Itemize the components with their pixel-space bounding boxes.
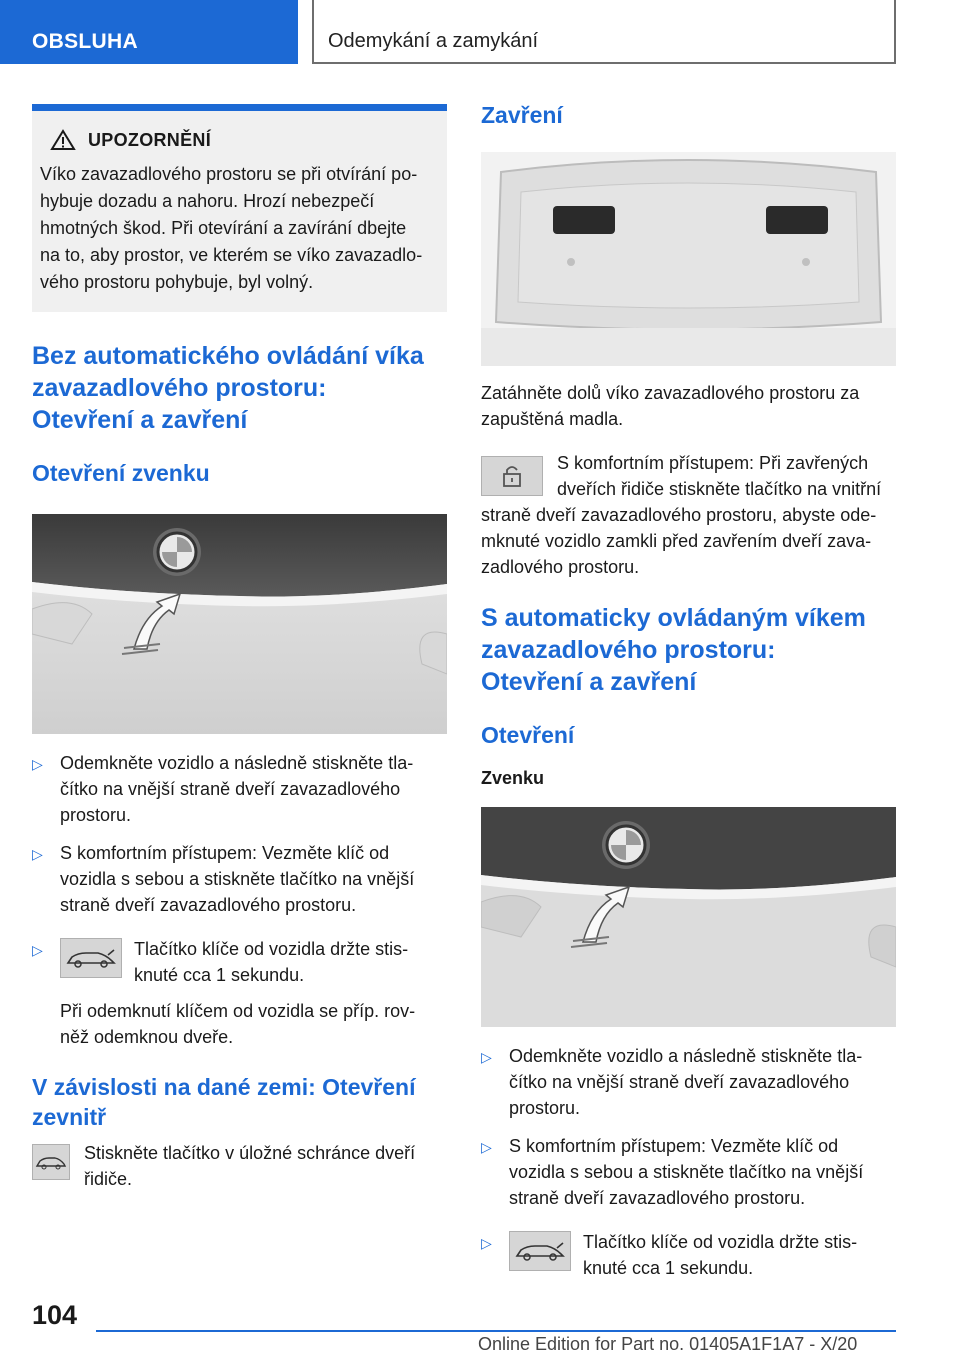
triangle-bullet-icon: ▷ [32, 846, 43, 862]
car-tailgate-key-icon [60, 938, 122, 978]
heading-open: Otevření [481, 722, 575, 748]
list-item: ▷ Odemkněte vozidlo a následně stiskněte tla- čítko na vnější straně dveří zavazadlového prostoru. [32, 750, 447, 828]
edition-text: Online Edition for Part no. 01405A1F1A7 - X/20 [478, 1334, 858, 1354]
tailgate-handles-photo [481, 152, 896, 366]
left-column [32, 104, 447, 1192]
car-tailgate-button-icon [32, 1144, 70, 1180]
triangle-bullet-icon: ▷ [481, 1049, 492, 1065]
heading-manual-tailgate: Bez automatického ovládání víka zavazadlového prostoru: Otevření a zavření [32, 342, 424, 434]
page-title: Odemykání a zamykání [312, 0, 896, 64]
warning-title: UPOZORNĚNÍ [88, 129, 212, 150]
trunk-button-photo [32, 514, 447, 734]
pull-instruction: Zatáhněte dolů víko zavazadlového prostoru za zapuštěná madla. [481, 383, 860, 429]
heading-open-outside: Otevření zvenku [32, 460, 210, 486]
heading-auto-tailgate: S automaticky ovládaným víkem zavazadlového prostoru: Otevření a zavření [481, 604, 866, 696]
section-tab: OBSLUHA [0, 0, 298, 64]
list-item: ▷ S komfortním přístupem: Vezměte klíč od vozidla s sebou a stiskněte tlačítko na vnější straně dveří zavazadlového prostoru. [32, 840, 447, 918]
footer-divider [96, 1330, 896, 1332]
triangle-bullet-icon: ▷ [481, 1139, 492, 1155]
comfort-access-instruction: S komfortním přístupem: Při zavřených dveřích řidiče stiskněte tlačítko na vnitřní straně dveří zavazadlového prostoru, abyste ode- mknuté vozidlo zamkli před zavřením dveří zava- zadlového prostoru. [481, 453, 882, 577]
warning-text: Víko zavazadlového prostoru se při otvírání po- hybuje dozadu a nahoru. Hrozí nebezpečí hmotných škod. Při otevírání a zavírání dbejte na to, aby prostor, ve kterém se víko zavazadlo- vého prostoru pohybuje, byl volný. [40, 164, 423, 292]
trunk-button-photo-2 [481, 807, 896, 1027]
bullet-list [32, 750, 447, 1050]
warning-triangle-icon [50, 129, 76, 151]
list-item: ▷ Tlačítko klíče od vozidla držte stis- knuté cca 1 sekundu. [481, 1229, 896, 1281]
warning-box [32, 104, 447, 312]
right-column [481, 100, 896, 1281]
list-item: ▷ S komfortním přístupem: Vezměte klíč od vozidla s sebou a stiskněte tlačítko na vnější straně dveří zavazadlového prostoru. [481, 1133, 896, 1211]
heading-open-inside: V závislosti na dané zemi: Otevření zevnitř [32, 1074, 416, 1130]
triangle-bullet-icon: ▷ [481, 1235, 492, 1251]
list-item: ▷ Odemkněte vozidlo a následně stiskněte tla- čítko na vnější straně dveří zavazadlového prostoru. [481, 1043, 896, 1121]
car-tailgate-key-icon [509, 1231, 571, 1271]
list-item: ▷ Tlačítko klíče od vozidla držte stis- knuté cca 1 sekundu. Při odemknutí klíčem od vozidla se příp. rov- něž odemknou dveře. [32, 936, 447, 1050]
triangle-bullet-icon: ▷ [32, 756, 43, 772]
heading-close: Zavření [481, 102, 563, 128]
inside-instruction: Stiskněte tlačítko v úložné schránce dveří řidiče. [32, 1140, 447, 1192]
lock-icon [481, 456, 543, 496]
triangle-bullet-icon: ▷ [32, 942, 43, 958]
heading-outside: Zvenku [481, 768, 545, 788]
page-number: 104 [32, 1300, 78, 1330]
bullet-list-2 [481, 1043, 896, 1281]
